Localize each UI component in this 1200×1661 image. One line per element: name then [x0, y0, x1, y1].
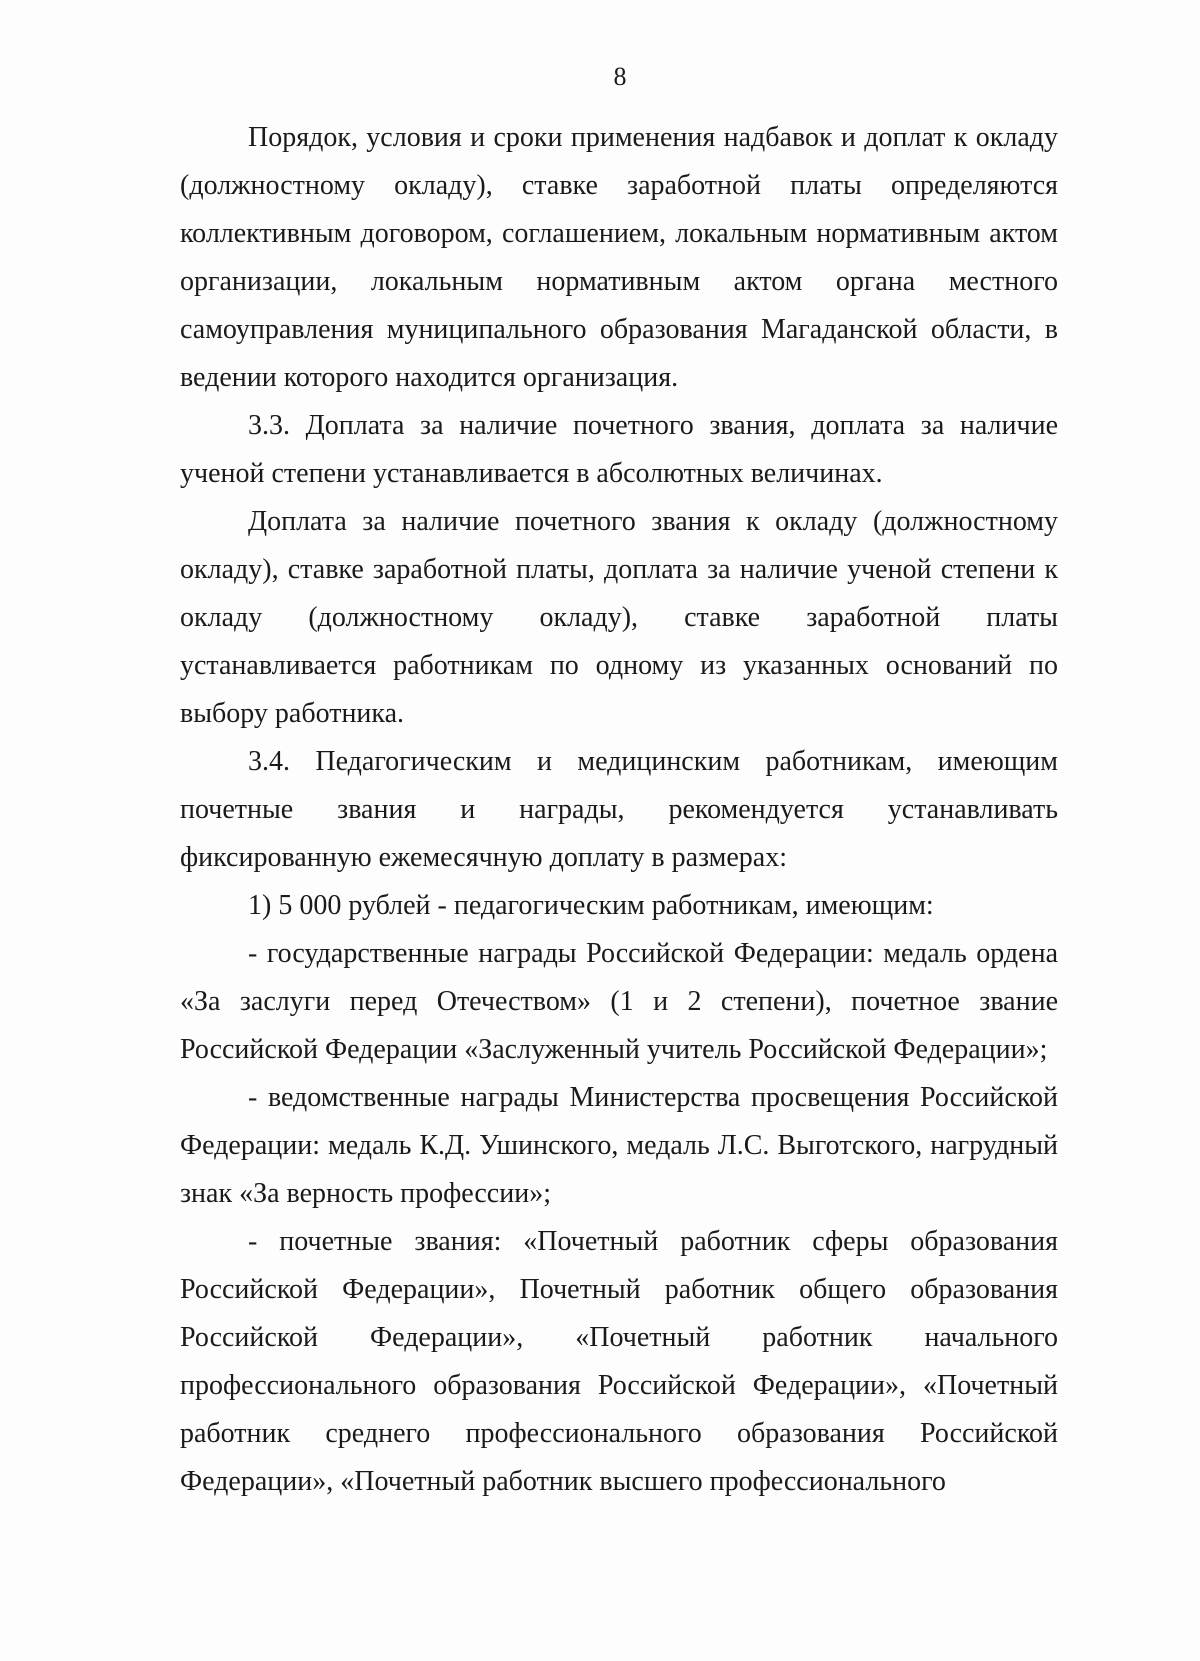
- paragraph-surcharge-basis: Доплата за наличие почетного звания к окладу (должностному окладу), ставке заработной платы, доплата за наличие ученой степени к окладу (должностному окладу), ставке заработной платы устанавливается работникам по одному из указанных оснований по выбору работника.: [180, 506, 1058, 729]
- paragraph-state-awards: - государственные награды Российской Федерации: медаль ордена «За заслуги перед Отечеством» (1 и 2 степени), почетное звание Российской Федерации «Заслуженный учитель Российской Федерации»;: [180, 938, 1058, 1065]
- paragraph-3-4: 3.4. Педагогическим и медицинским работникам, имеющим почетные звания и награды, рекомендуется устанавливать фиксированную ежемесячную доплату в размерах:: [180, 746, 1058, 873]
- paragraph-3-3: 3.3. Доплата за наличие почетного звания, доплата за наличие ученой степени устанавливается в абсолютных величинах.: [180, 410, 1058, 489]
- paragraph-departmental-awards: - ведомственные награды Министерства просвещения Российской Федерации: медаль К.Д. Ушинского, медаль Л.С. Выготского, нагрудный знак «За верность профессии»;: [180, 1082, 1058, 1209]
- paragraph-procedure: Порядок, условия и сроки применения надбавок и доплат к окладу (должностному окладу), ставке заработной платы определяются коллективным договором, соглашением, локальным нормативным актом организации, локальным нормативным актом органа местного самоуправления муниципального образования Магаданской области, в ведении которого находится организация.: [180, 122, 1058, 393]
- page-number: 8: [613, 62, 627, 91]
- paragraph-item-1: 1) 5 000 рублей - педагогическим работникам, имеющим:: [248, 890, 934, 921]
- document-body: [180, 114, 1058, 1506]
- paragraph-honorary-titles: - почетные звания: «Почетный работник сферы образования Российской Федерации», Почетный работник общего образования Российской Федерации», «Почетный работник начального профессионального образования Российской Федерации», «Почетный работник среднего профессионального образования Российской Федерации», «Почетный работник высшего профессионального: [180, 1226, 1058, 1497]
